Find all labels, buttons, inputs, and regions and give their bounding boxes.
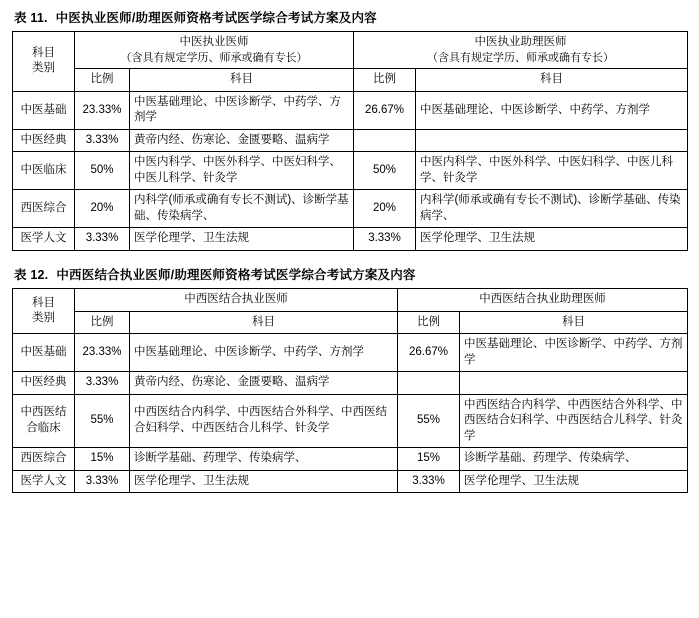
table-12-caption-number: 表 12.	[14, 268, 49, 282]
table-row	[13, 372, 688, 395]
table-12-category-header-line2: 类别	[32, 312, 55, 325]
table-row	[13, 470, 688, 493]
table-12-ratio-header-2: 比例	[398, 311, 460, 334]
table-12	[12, 288, 688, 493]
table-12-row-2-category-line1: 中西医结	[20, 406, 67, 419]
table-11-header-row-2	[13, 69, 688, 92]
table-12-row-1-ratio2	[398, 372, 460, 395]
table-block-12	[12, 265, 687, 493]
table-12-row-0-subject2: 中医基础理论、中医诊断学、中药学、方剂学	[460, 334, 688, 372]
table-12-caption	[14, 265, 687, 283]
table-12-row-2-ratio2: 55%	[398, 394, 460, 448]
table-11-row-3-ratio1: 20%	[75, 190, 130, 228]
table-12-row-0-ratio2: 26.67%	[398, 334, 460, 372]
table-11-row-2-category: 中医临床	[13, 152, 75, 190]
table-row	[13, 129, 688, 152]
table-12-row-4-category: 医学人文	[13, 470, 75, 493]
table-11-subject-header-2: 科目	[416, 69, 688, 92]
table-12-group2-title: 中西医结合执业助理医师	[479, 293, 606, 305]
table-12-row-0-category: 中医基础	[13, 334, 75, 372]
table-11-row-1-subject2	[416, 129, 688, 152]
table-12-row-1-ratio1: 3.33%	[75, 372, 130, 395]
table-12-row-1-category: 中医经典	[13, 372, 75, 395]
table-12-row-2-ratio1: 55%	[75, 394, 130, 448]
table-12-header-row-2	[13, 311, 688, 334]
table-11-category-header	[13, 32, 75, 92]
table-12-subject-header-1: 科目	[130, 311, 398, 334]
table-11-row-3-category: 西医综合	[13, 190, 75, 228]
table-12-subject-header-2: 科目	[460, 311, 688, 334]
table-11-group1-subtitle: （含具有规定学历、师承或确有专长）	[120, 51, 308, 64]
table-11-row-3-subject2: 内科学(师承或确有专长不测试)、诊断学基础、传染病学、	[416, 190, 688, 228]
table-11-caption	[14, 8, 687, 26]
table-12-category-header	[13, 289, 75, 334]
table-12-row-2-category-line2: 合临床	[26, 421, 61, 434]
table-11-group1-title: 中医执业医师	[179, 36, 249, 48]
table-11-row-1-subject1: 黄帝内经、伤寒论、金匮要略、温病学	[130, 129, 354, 152]
table-12-row-3-category: 西医综合	[13, 448, 75, 471]
table-12-ratio-header-1: 比例	[75, 311, 130, 334]
table-11-ratio-header-1: 比例	[75, 69, 130, 92]
table-11-row-2-ratio1: 50%	[75, 152, 130, 190]
table-11-row-0-subject1: 中医基础理论、中医诊断学、中药学、方剂学	[130, 91, 354, 129]
table-11-group1-header	[75, 32, 354, 69]
table-12-row-3-ratio1: 15%	[75, 448, 130, 471]
table-12-row-1-subject2	[460, 372, 688, 395]
table-11-group2-subtitle: （含具有规定学历、师承或确有专长）	[427, 51, 614, 64]
table-12-row-1-subject1: 黄帝内经、伤寒论、金匮要略、温病学	[130, 372, 398, 395]
table-11-row-1-category: 中医经典	[13, 129, 75, 152]
table-11-row-4-ratio2: 3.33%	[354, 228, 416, 251]
table-11-ratio-header-2: 比例	[354, 69, 416, 92]
table-11-row-4-subject1: 医学伦理学、卫生法规	[130, 228, 354, 251]
table-11-row-0-ratio2: 26.67%	[354, 91, 416, 129]
table-12-header-row-1	[13, 289, 688, 312]
table-11-row-4-subject2: 医学伦理学、卫生法规	[416, 228, 688, 251]
table-12-row-4-subject2: 医学伦理学、卫生法规	[460, 470, 688, 493]
table-11-category-header-line2: 类别	[32, 62, 55, 75]
table-11-header-row-1	[13, 32, 688, 69]
table-11-row-1-ratio1: 3.33%	[75, 129, 130, 152]
table-11-row-3-ratio2: 20%	[354, 190, 416, 228]
table-12-group1-title: 中西医结合执业医师	[184, 293, 288, 305]
table-11-row-2-ratio2: 50%	[354, 152, 416, 190]
table-12-caption-text: 中西医结合执业医师/助理医师资格考试医学综合考试方案及内容	[56, 268, 416, 282]
table-row	[13, 394, 688, 448]
table-11-row-4-category: 医学人文	[13, 228, 75, 251]
table-12-row-3-subject2: 诊断学基础、药理学、传染病学、	[460, 448, 688, 471]
table-11-row-0-ratio1: 23.33%	[75, 91, 130, 129]
table-11-row-0-category: 中医基础	[13, 91, 75, 129]
table-11-caption-text: 中医执业医师/助理医师资格考试医学综合考试方案及内容	[55, 11, 377, 25]
table-12-row-2-category	[13, 394, 75, 448]
table-12-row-3-ratio2: 15%	[398, 448, 460, 471]
table-12-category-header-line1: 科目	[32, 296, 55, 309]
table-11-group2-title: 中医执业助理医师	[474, 36, 567, 48]
table-12-row-4-subject1: 医学伦理学、卫生法规	[130, 470, 398, 493]
table-12-row-2-subject1: 中西医结合内科学、中西医结合外科学、中西医结合妇科学、中西医结合儿科学、针灸学	[130, 394, 398, 448]
table-block-11	[12, 8, 687, 251]
table-12-row-0-subject1: 中医基础理论、中医诊断学、中药学、方剂学	[130, 334, 398, 372]
table-11-row-3-subject1: 内科学(师承或确有专长不测试)、诊断学基础、传染病学、	[130, 190, 354, 228]
table-12-row-4-ratio2: 3.33%	[398, 470, 460, 493]
table-11-caption-number: 表 11.	[14, 11, 48, 25]
table-row	[13, 152, 688, 190]
table-12-row-3-subject1: 诊断学基础、药理学、传染病学、	[130, 448, 398, 471]
table-row	[13, 334, 688, 372]
table-11-subject-header-1: 科目	[130, 69, 354, 92]
table-row	[13, 190, 688, 228]
table-12-group2-header	[398, 289, 688, 312]
table-11	[12, 31, 688, 251]
table-12-row-0-ratio1: 23.33%	[75, 334, 130, 372]
table-row	[13, 91, 688, 129]
table-row	[13, 228, 688, 251]
table-11-row-4-ratio1: 3.33%	[75, 228, 130, 251]
table-row	[13, 448, 688, 471]
table-11-row-0-subject2: 中医基础理论、中医诊断学、中药学、方剂学	[416, 91, 688, 129]
table-11-group2-header	[354, 32, 688, 69]
table-11-row-1-ratio2	[354, 129, 416, 152]
table-12-row-2-subject2: 中西医结合内科学、中西医结合外科学、中西医结合妇科学、中西医结合儿科学、针灸学	[460, 394, 688, 448]
table-11-category-header-line1: 科目	[32, 46, 55, 59]
table-12-group1-header	[75, 289, 398, 312]
table-11-row-2-subject2: 中医内科学、中医外科学、中医妇科学、中医儿科学、针灸学	[416, 152, 688, 190]
table-12-row-4-ratio1: 3.33%	[75, 470, 130, 493]
table-11-row-2-subject1: 中医内科学、中医外科学、中医妇科学、中医儿科学、针灸学	[130, 152, 354, 190]
